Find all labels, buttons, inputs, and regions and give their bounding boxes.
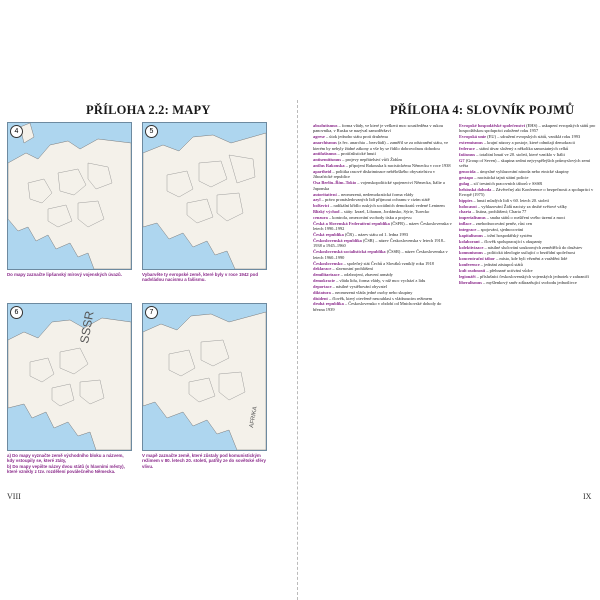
- glossary-entry: [313, 238, 453, 249]
- glossary-term: diktatura: [313, 289, 331, 295]
- glossary-definition: (ČSFR) – název Československa v letech 1990–1992: [313, 220, 452, 232]
- glossary-entry: [459, 187, 599, 198]
- left-page: [0, 0, 295, 600]
- glossary-definition: – násilné slučování soukromých zemědělců do družstev: [484, 244, 583, 250]
- glossary-definition: – odzbrojení, zbavení armády: [340, 272, 393, 278]
- glossary-entry: [459, 233, 599, 238]
- glossary-definition: – státy: Izrael, Libanon, Jordánsko, Sýrie, Turecko: [340, 209, 430, 215]
- glossary-column-right: [459, 123, 599, 285]
- glossary-term: Československá socialistická republika: [313, 249, 386, 255]
- glossary-entry: [313, 266, 453, 271]
- glossary-term: cenzura: [313, 214, 328, 220]
- glossary-entry: [313, 151, 453, 156]
- glossary-term: kult osobnosti: [459, 267, 486, 273]
- left-page-title: PŘÍLOHA 2.2: MAPY: [86, 103, 211, 117]
- glossary-definition: – člověk, který otevřeně nesouhlasí s vládnoucím režimem: [329, 295, 433, 301]
- glossary-definition: – politika rasové diskriminace neběloškého obyvatelstva v Jihoafrické republice: [313, 168, 436, 180]
- glossary-definition: – totalitní hnutí ve 20. století, které vzniklo v Itálii: [476, 151, 565, 157]
- glossary-definition: – jednání zástupců států: [480, 262, 523, 268]
- glossary-term: fašismus: [459, 151, 476, 157]
- glossary-definition: – násilné vystěhování obyvatel: [332, 283, 387, 289]
- map-6: [7, 303, 132, 451]
- glossary-entry: [459, 198, 599, 203]
- glossary-definition: (z řec. anarchia – bezvládí) – zaměřil se za odstranění státu, ve kterém by nebyly žádné zákony a vše by se řídilo dobrovolnou dohodou: [313, 140, 449, 151]
- glossary-term: bolševici: [313, 203, 330, 209]
- glossary-entry: [459, 134, 599, 139]
- glossary-definition: – místo, kde byli vězněni a vražděni lidé: [496, 256, 568, 262]
- glossary-term: charta: [459, 209, 472, 215]
- glossary-entry: [459, 262, 599, 267]
- glossary-term: konference: [459, 262, 480, 268]
- glossary-entry: [459, 152, 599, 157]
- glossary-definition: – snaha států o rozšíření svého území a moci: [486, 215, 566, 221]
- glossary-entry: [313, 272, 453, 277]
- glossary-term: azyl: [313, 197, 321, 203]
- glossary-definition: – právo pronásledovaných lidí přijmout ochranu v cizím státě: [321, 197, 430, 203]
- glossary-entry: [459, 175, 599, 180]
- glossary-definition: – státní útvar složený z několika samostatných celků: [475, 145, 569, 151]
- glossary-entry: [459, 221, 599, 226]
- right-page: [305, 0, 600, 600]
- left-page-folio: VIII: [7, 492, 21, 501]
- glossary-entry: [459, 250, 599, 255]
- glossary-term: deklarace: [313, 266, 332, 272]
- map-5: [142, 122, 267, 270]
- glossary-entry: [459, 146, 599, 151]
- glossary-entry: [313, 192, 453, 197]
- glossary-entry: [313, 169, 453, 180]
- glossary-definition: – člověk spolupracující s okupanty: [480, 238, 543, 244]
- glossary-entry: [459, 140, 599, 145]
- map-label-ssr: SSSR: [77, 309, 97, 345]
- glossary-term: demilitarizace: [313, 272, 340, 278]
- glossary-term: komunismus: [459, 250, 483, 256]
- glossary-entry: [459, 256, 599, 261]
- glossary-definition: – myšlenkový směr zdůrazňující svobodu jednotlivce: [483, 279, 577, 285]
- glossary-term: helsinská dohoda: [459, 186, 492, 192]
- glossary-definition: (ČSR) – název Československa v letech 1918–1938 a 1945–1960: [313, 237, 446, 249]
- glossary-definition: – příslušníci československých vojenských jednotek v zahraničí: [476, 273, 589, 279]
- map-6-caption: a) Do mapy vyznačte země východního bloku a názvem, kdy vstoupily se, které ztáty, b) Do mapy vepište názvy dvou států (s hlavními městy), které vznikly z tzv. rozdělení poválečného Německa.: [7, 453, 125, 475]
- glossary-entry: [313, 157, 453, 162]
- glossary-term: legionáři: [459, 273, 476, 279]
- map-7: [142, 303, 267, 451]
- glossary-definition: – spojování, sjednocování: [477, 227, 524, 233]
- europe-map-svg: [8, 304, 131, 450]
- glossary-definition: – společný stát Čechů a Slováků vzniklý roku 1918: [343, 260, 434, 266]
- glossary-term: kolektivizace: [459, 244, 484, 250]
- glossary-definition: – protifašistické hnutí: [337, 151, 376, 157]
- glossary-term: holocaust: [459, 203, 477, 209]
- glossary-term: demokracie: [313, 278, 335, 284]
- glossary-definition: (EHS) – uskupení evropských států pro hospodářskou spolupráci založené roku 1957: [459, 123, 596, 134]
- glossary-entry: [313, 261, 453, 266]
- map-number-badge: 7: [145, 306, 158, 319]
- glossary-definition: – tržní hospodářský systém: [484, 232, 532, 238]
- glossary-entry: [313, 180, 453, 191]
- glossary-definition: – útok jednoho státu proti druhému: [325, 134, 388, 140]
- glossary-entry: [459, 280, 599, 285]
- glossary-definition: – listina, prohlášení; Charta 77: [472, 209, 527, 215]
- glossary-term: autoritativní: [313, 191, 337, 197]
- glossary-term: disident: [313, 295, 328, 301]
- glossary-entry: [459, 181, 599, 186]
- glossary-entry: [459, 215, 599, 220]
- glossary-term: apartheid: [313, 168, 332, 174]
- glossary-definition: – vláda lidu, forma vlády, v níž moc vychází z lidu: [336, 278, 426, 284]
- glossary-term: genocida: [459, 168, 476, 174]
- glossary-term: Evropské hospodářské společenství: [459, 123, 526, 128]
- glossary-definition: – připojení Rakouska k nacistickému Německu v roce 1938: [345, 163, 451, 169]
- glossary-term: Československá republika: [313, 237, 362, 243]
- glossary-term: kolaborant: [459, 238, 480, 244]
- glossary-term: Blízký východ: [313, 209, 340, 215]
- glossary-definition: – radikální křídlo ruských sociálních demokratů vedené Leninem: [330, 203, 445, 209]
- map-number-badge: 6: [10, 306, 23, 319]
- glossary-entry: [313, 284, 453, 289]
- glossary-entry: [459, 245, 599, 250]
- glossary-entry: [313, 134, 453, 139]
- glossary-definition: – Závěrečný akt Konference o bezpečnosti a spolupráci v Evropě (1975): [459, 186, 594, 197]
- glossary-entry: [459, 209, 599, 214]
- glossary-term: agrese: [313, 134, 325, 140]
- glossary-entry: [313, 197, 453, 202]
- glossary-term: Česká republika: [313, 232, 344, 238]
- map-7-caption: V mapě zaznačte země, které zůstaly pod komunistickým režimem v 80. letech 20. století, patřily ze do sovětské sféry vlivu.: [142, 453, 266, 469]
- page-gutter: [297, 100, 304, 600]
- glossary-definition: – vojenskopolitické spojenectví Německa, Itálie a Japonska: [313, 180, 445, 191]
- glossary-entry: [313, 221, 453, 232]
- glossary-definition: (Group of Seven) – skupina sedmi nejvyspělejších průmyslových zemí světa: [459, 157, 591, 169]
- glossary-term: gestapo: [459, 174, 474, 180]
- glossary-term: hippies: [459, 197, 473, 203]
- map-label-afrika: AFRIKA: [249, 405, 259, 429]
- glossary-term: antifašismus: [313, 151, 337, 157]
- europe-map-svg: [143, 304, 266, 450]
- glossary-entry: [313, 203, 453, 208]
- glossary-term: inflace: [459, 221, 472, 227]
- glossary-definition: – politická ideologie usilující o beztřídní společnost: [484, 250, 575, 256]
- glossary-term: deportace: [313, 283, 332, 289]
- glossary-definition: – projevy nepřátelství vůči Židům: [342, 157, 402, 163]
- glossary-term: imperialismus: [459, 215, 486, 221]
- glossary-entry: [459, 158, 599, 169]
- glossary-term: anarchismus: [313, 140, 337, 146]
- glossary-definition: – úmyslné vyhlazování národa nebo etnické skupiny: [476, 168, 569, 174]
- glossary-entry: [313, 215, 453, 220]
- glossary-term: liberalismus: [459, 279, 482, 285]
- glossary-entry: [313, 290, 453, 295]
- glossary-entry: [459, 227, 599, 232]
- glossary-definition: – krajní názory a postoje, které odmítají demokracii: [483, 140, 575, 146]
- right-page-folio: IX: [583, 492, 592, 501]
- glossary-entry: [313, 278, 453, 283]
- europe-map-svg: [8, 123, 131, 269]
- glossary-definition: – nacistická tajná státní policie: [474, 174, 529, 180]
- glossary-term: druhá republika: [313, 301, 344, 307]
- glossary-entry: [459, 268, 599, 273]
- glossary-entry: [459, 274, 599, 279]
- map-5-caption: Vybarvěte ty evropské země, které byly v roce 1942 pod nadvládou nacismu a fašismu.: [142, 272, 259, 283]
- glossary-entry: [459, 239, 599, 244]
- glossary-definition: – vyhlazování Židů nacisty za druhé světové války: [477, 203, 568, 209]
- glossary-definition: – slavnostní prohlášení: [332, 266, 373, 272]
- glossary-definition: (ČR) – název státu od 1. ledna 1993: [344, 232, 409, 238]
- glossary-term: Osa Berlín–Řím–Tokio: [313, 180, 357, 186]
- glossary-entry: [313, 140, 453, 151]
- glossary-entry: [313, 123, 453, 134]
- glossary-term: kapitalismus: [459, 232, 483, 238]
- glossary-entry: [313, 296, 453, 301]
- glossary-term: extremismus: [459, 140, 483, 146]
- glossary-column-left: [313, 123, 453, 313]
- glossary-term: G7: [459, 157, 465, 163]
- glossary-term: anšlus Rakouska: [313, 163, 345, 169]
- glossary-term: antisemitismus: [313, 157, 342, 163]
- glossary-definition: – přehnané uctívání vůdce: [486, 267, 533, 273]
- glossary-term: Česká a Slovenská Federativní republika: [313, 220, 390, 226]
- glossary-definition: – síť trestních pracovních táborů v SSSR: [470, 180, 543, 186]
- map-4-caption: Do mapy zaznačte lipšanský mírový vojenských úvazů.: [7, 272, 122, 277]
- glossary-entry: [313, 232, 453, 237]
- glossary-term: Československo: [313, 260, 343, 266]
- glossary-entry: [313, 209, 453, 214]
- glossary-entry: [459, 169, 599, 174]
- map-4: [7, 122, 132, 270]
- europe-map-svg: [143, 123, 266, 269]
- glossary-definition: (ČSSR) – název Československa v letech 1960–1990: [313, 249, 448, 260]
- glossary-entry: [459, 123, 599, 134]
- glossary-term: integrace: [459, 227, 477, 233]
- map-number-badge: 5: [145, 125, 158, 138]
- glossary-definition: – znehodnocování peněz, růst cen: [472, 221, 532, 227]
- map-number-badge: 4: [10, 125, 23, 138]
- glossary-definition: – Československo v období od Mnichovské dohody do března 1939: [313, 301, 442, 312]
- glossary-term: absolutismus: [313, 123, 338, 128]
- glossary-definition: – hnutí mladých lidí v 60. letech 20. století: [473, 197, 549, 203]
- glossary-definition: – kontrola, omezování svobody tisku a projevu: [328, 214, 412, 220]
- glossary-entry: [313, 163, 453, 168]
- glossary-term: Evropská unie: [459, 134, 487, 140]
- glossary-entry: [313, 301, 453, 312]
- glossary-term: federace: [459, 145, 475, 151]
- glossary-entry: [459, 204, 599, 209]
- glossary-term: koncentrační tábor: [459, 256, 495, 262]
- glossary-definition: (EU) – sdružení evropských států, vzniklá roku 1993: [487, 134, 581, 140]
- glossary-term: gulag: [459, 180, 470, 186]
- glossary-definition: – neomezená vláda jedné osoby nebo skupiny: [331, 289, 413, 295]
- glossary-entry: [313, 249, 453, 260]
- glossary-definition: – forma vlády, ve které je veškerá moc soustředěna v rukou panovníka, v Rusku se nazýval samoděržaví: [313, 123, 443, 134]
- right-page-title: PŘÍLOHA 4: SLOVNÍK POJMŮ: [390, 103, 575, 117]
- glossary-definition: – neomezená, nedemokratická forma vlády: [337, 191, 414, 197]
